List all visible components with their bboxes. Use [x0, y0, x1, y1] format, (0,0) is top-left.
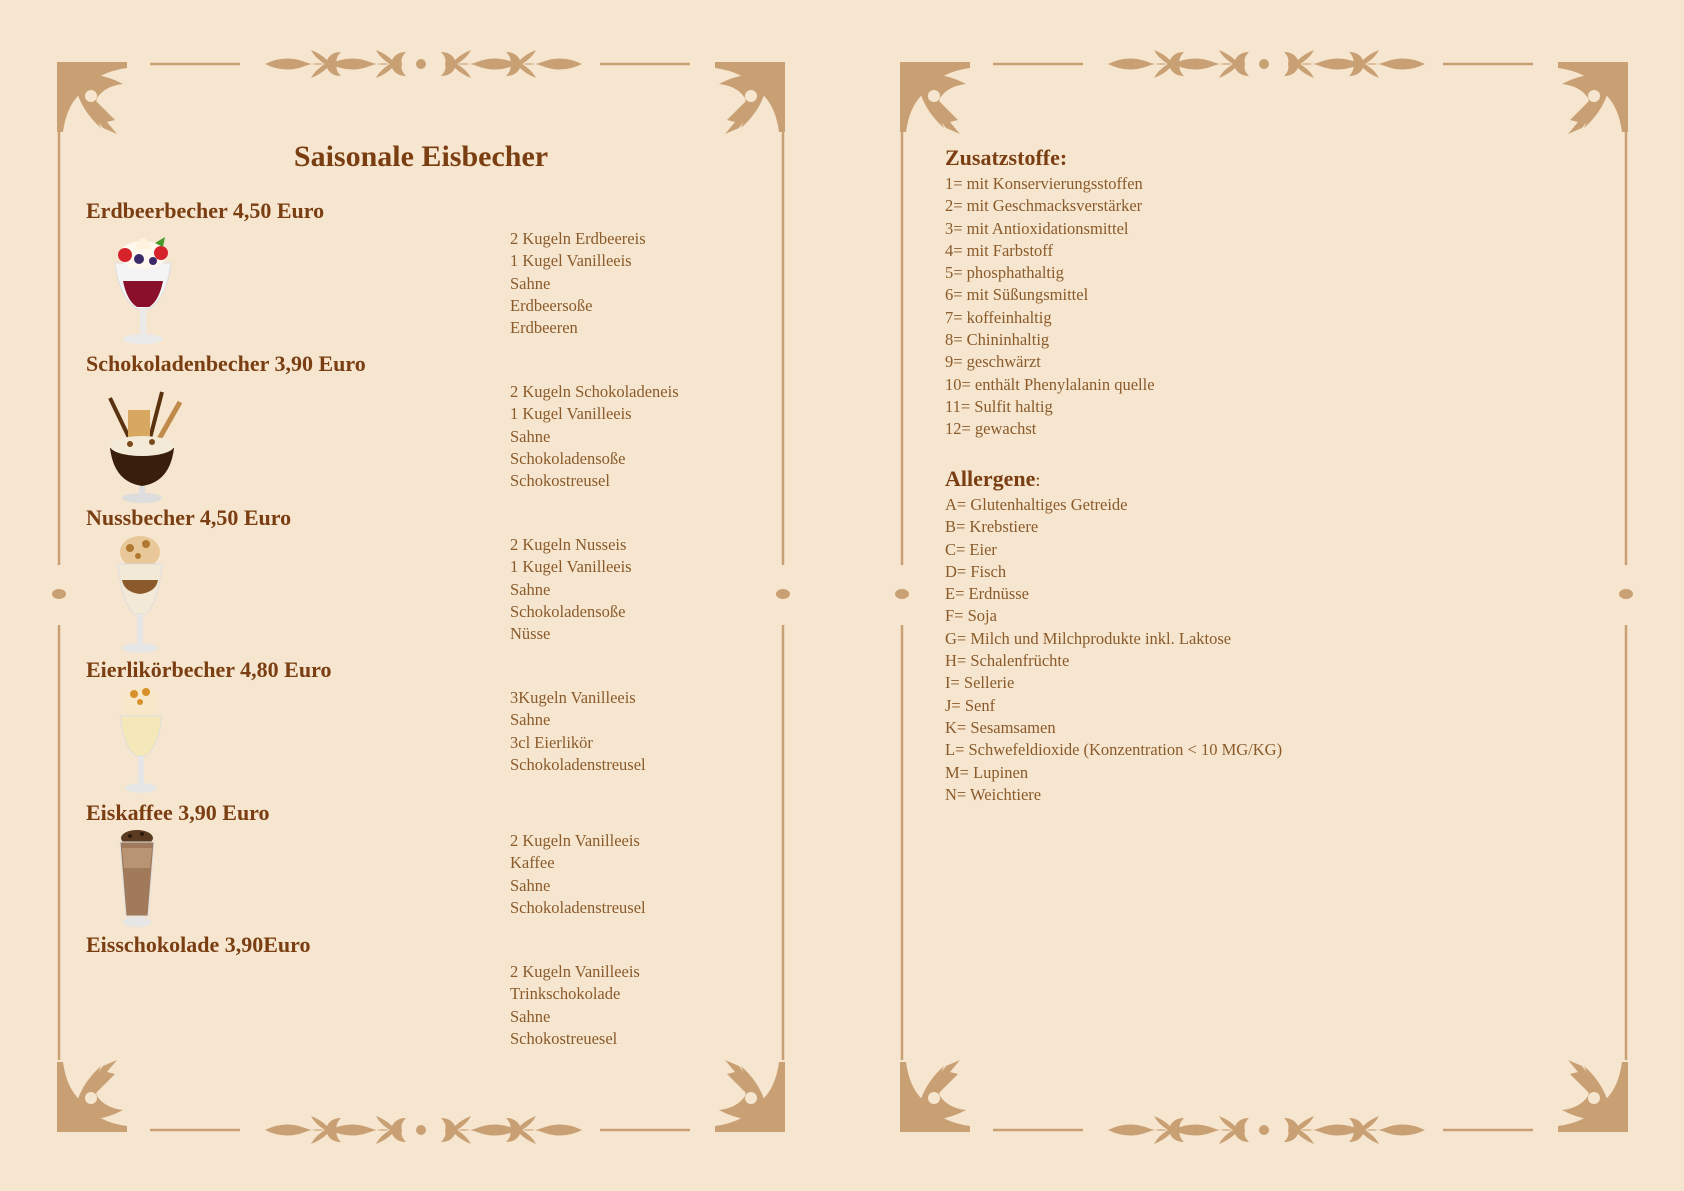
- allergen-item: C= Eier: [945, 539, 997, 559]
- ingredient-list: [510, 961, 640, 1050]
- ingredient-list: [510, 687, 646, 776]
- menu-item-title: Eiskaffee 3,90 Euro: [86, 800, 270, 825]
- ingredient: Nüsse: [510, 624, 551, 644]
- additive-item: 9= geschwärzt: [945, 352, 1041, 372]
- ingredient-list: [510, 534, 632, 645]
- menu-item-title: Eisschokolade 3,90Euro: [86, 932, 311, 957]
- ingredient: 1 Kugel Vanilleeis: [510, 557, 632, 577]
- eggnog-sundae-icon: [112, 682, 170, 796]
- additive-item: 12= gewachst: [945, 419, 1037, 439]
- ingredient: Schokoladenstreusel: [510, 897, 646, 917]
- allergen-item: I= Sellerie: [945, 673, 1015, 693]
- additive-item: 11= Sulfit haltig: [945, 396, 1053, 416]
- additives-title: Zusatzstoffe:: [945, 145, 1068, 170]
- additives-list: [945, 173, 1155, 441]
- ingredient: 1 Kugel Vanilleeis: [510, 251, 632, 271]
- additive-item: 8= Chininhaltig: [945, 330, 1050, 350]
- additive-item: 1= mit Konservierungsstoffen: [945, 174, 1143, 193]
- menu-item-title: Erdbeerbecher 4,50 Euro: [86, 198, 325, 223]
- ingredient: Sahne: [510, 579, 551, 599]
- ingredient: 2 Kugeln Vanilleeis: [510, 831, 640, 850]
- additive-item: 6= mit Süßungsmittel: [945, 285, 1089, 305]
- strawberry-sundae-icon: [103, 225, 183, 351]
- menu-item-title: Nussbecher 4,50 Euro: [86, 505, 292, 530]
- ingredient-list: [510, 830, 646, 919]
- additive-item: 4= mit Farbstoff: [945, 240, 1053, 260]
- menu-item-title: Eierlikörbecher 4,80 Euro: [86, 657, 332, 682]
- ingredient: 3Kugeln Vanilleeis: [510, 688, 636, 707]
- ingredient: Trinkschokolade: [510, 984, 621, 1004]
- ingredient: Erdbeersoße: [510, 295, 593, 315]
- allergen-item: L= Schwefeldioxide (Konzentration < 10 MG/KG): [945, 740, 1283, 760]
- ingredient: Schokostreusel: [510, 471, 610, 491]
- ingredient: 2 Kugeln Schokoladeneis: [510, 382, 679, 401]
- menu-item-title: Schokoladenbecher 3,90 Euro: [86, 351, 366, 376]
- allergen-item: J= Senf: [945, 695, 996, 715]
- allergen-item: N= Weichtiere: [945, 784, 1042, 804]
- allergen-item: K= Sesamsamen: [945, 717, 1056, 737]
- ingredient: Schokostreuesel: [510, 1028, 618, 1048]
- ingredient: Erdbeeren: [510, 318, 578, 338]
- allergen-item: E= Erdnüsse: [945, 584, 1029, 604]
- allergen-item: M= Lupinen: [945, 762, 1029, 782]
- ingredient: Kaffee: [510, 853, 555, 873]
- ingredient: 1 Kugel Vanilleeis: [510, 404, 632, 424]
- ingredient: Schokoladenstreusel: [510, 754, 646, 774]
- ingredient: 2 Kugeln Erdbeereis: [510, 229, 646, 248]
- additive-item: 10= enthält Phenylalanin quelle: [945, 374, 1155, 394]
- ingredient: Sahne: [510, 875, 551, 895]
- additive-item: 2= mit Geschmacksverstärker: [945, 196, 1143, 216]
- ingredient: Sahne: [510, 1006, 551, 1026]
- allergen-item: B= Krebstiere: [945, 517, 1039, 537]
- ingredient: Schokoladensoße: [510, 448, 626, 468]
- ingredient: Sahne: [510, 273, 551, 293]
- additive-item: 7= koffeinhaltig: [945, 307, 1052, 327]
- allergen-item: D= Fisch: [945, 561, 1007, 581]
- ingredient: Sahne: [510, 710, 551, 730]
- allergens-title-text: Allergene: [945, 466, 1036, 491]
- iced-coffee-icon: [114, 828, 160, 930]
- ingredient-list: [510, 381, 679, 492]
- ingredient-list: [510, 228, 646, 339]
- ingredient: 3cl Eierlikör: [510, 732, 593, 752]
- additive-item: 3= mit Antioxidationsmittel: [945, 218, 1129, 238]
- allergen-item: F= Soja: [945, 606, 997, 626]
- ingredient: 2 Kugeln Vanilleeis: [510, 962, 640, 981]
- ingredient: Sahne: [510, 426, 551, 446]
- allergen-item: H= Schalenfrüchte: [945, 651, 1070, 671]
- allergen-item: G= Milch und Milchprodukte inkl. Laktose: [945, 628, 1232, 648]
- allergens-title-colon: :: [1035, 470, 1041, 490]
- allergens-title: [945, 466, 1040, 492]
- additive-item: 5= phosphathaltig: [945, 263, 1064, 283]
- allergen-item: A= Glutenhaltiges Getreide: [945, 495, 1128, 514]
- ingredient: 2 Kugeln Nusseis: [510, 535, 627, 554]
- nut-sundae-icon: [108, 530, 172, 658]
- chocolate-sundae-icon: [90, 388, 194, 506]
- allergens-list: [945, 494, 1282, 806]
- ingredient: Schokoladensoße: [510, 601, 626, 621]
- menu-title: Saisonale Eisbecher: [293, 140, 549, 173]
